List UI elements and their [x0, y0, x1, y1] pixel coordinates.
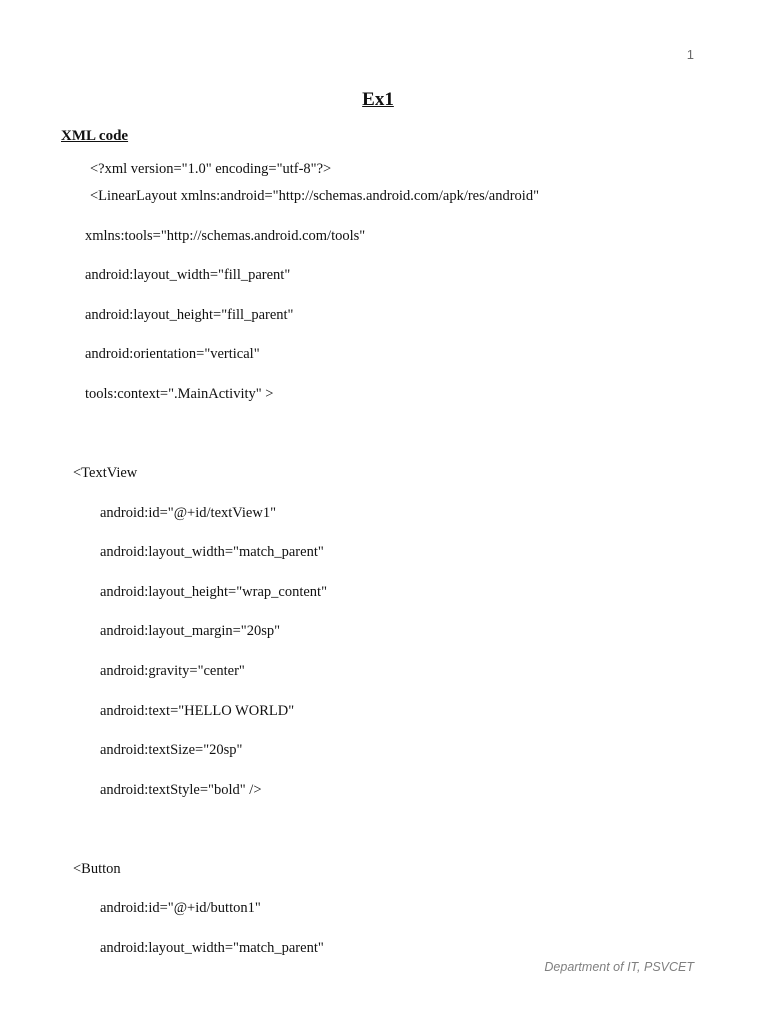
code-line-textview-gravity: android:gravity="center"	[100, 663, 245, 679]
code-line-xml-declaration: <?xml version="1.0" encoding="utf-8"?>	[90, 161, 332, 177]
code-line-layout-width: android:layout_width="fill_parent"	[85, 267, 291, 283]
code-line-tools-context: tools:context=".MainActivity" >	[85, 386, 274, 402]
page-footer: Department of IT, PSVCET	[544, 960, 694, 974]
section-heading-xml-code: XML code	[61, 128, 129, 144]
code-line-textview-open: <TextView	[73, 465, 138, 481]
code-line-linearlayout-open: <LinearLayout xmlns:android="http://schemas.android.com/apk/res/android"	[90, 188, 539, 204]
code-line-orientation: android:orientation="vertical"	[85, 346, 260, 362]
code-line-textview-textstyle: android:textStyle="bold" />	[100, 782, 262, 798]
page-number: 1	[686, 47, 694, 62]
code-line-button-open: <Button	[73, 861, 121, 877]
document-title: Ex1	[362, 89, 394, 110]
code-line-textview-id: android:id="@+id/textView1"	[100, 505, 276, 521]
code-line-textview-layout-width: android:layout_width="match_parent"	[100, 544, 324, 560]
code-line-button-layout-width: android:layout_width="match_parent"	[100, 940, 324, 956]
code-line-layout-height: android:layout_height="fill_parent"	[85, 307, 294, 323]
code-line-textview-textsize: android:textSize="20sp"	[100, 742, 243, 758]
code-line-button-id: android:id="@+id/button1"	[100, 900, 261, 916]
code-line-xmlns-tools: xmlns:tools="http://schemas.android.com/tools"	[85, 228, 366, 244]
code-line-textview-text: android:text="HELLO WORLD"	[100, 703, 295, 719]
code-line-textview-layout-height: android:layout_height="wrap_content"	[100, 584, 327, 600]
code-line-textview-layout-margin: android:layout_margin="20sp"	[100, 623, 281, 639]
